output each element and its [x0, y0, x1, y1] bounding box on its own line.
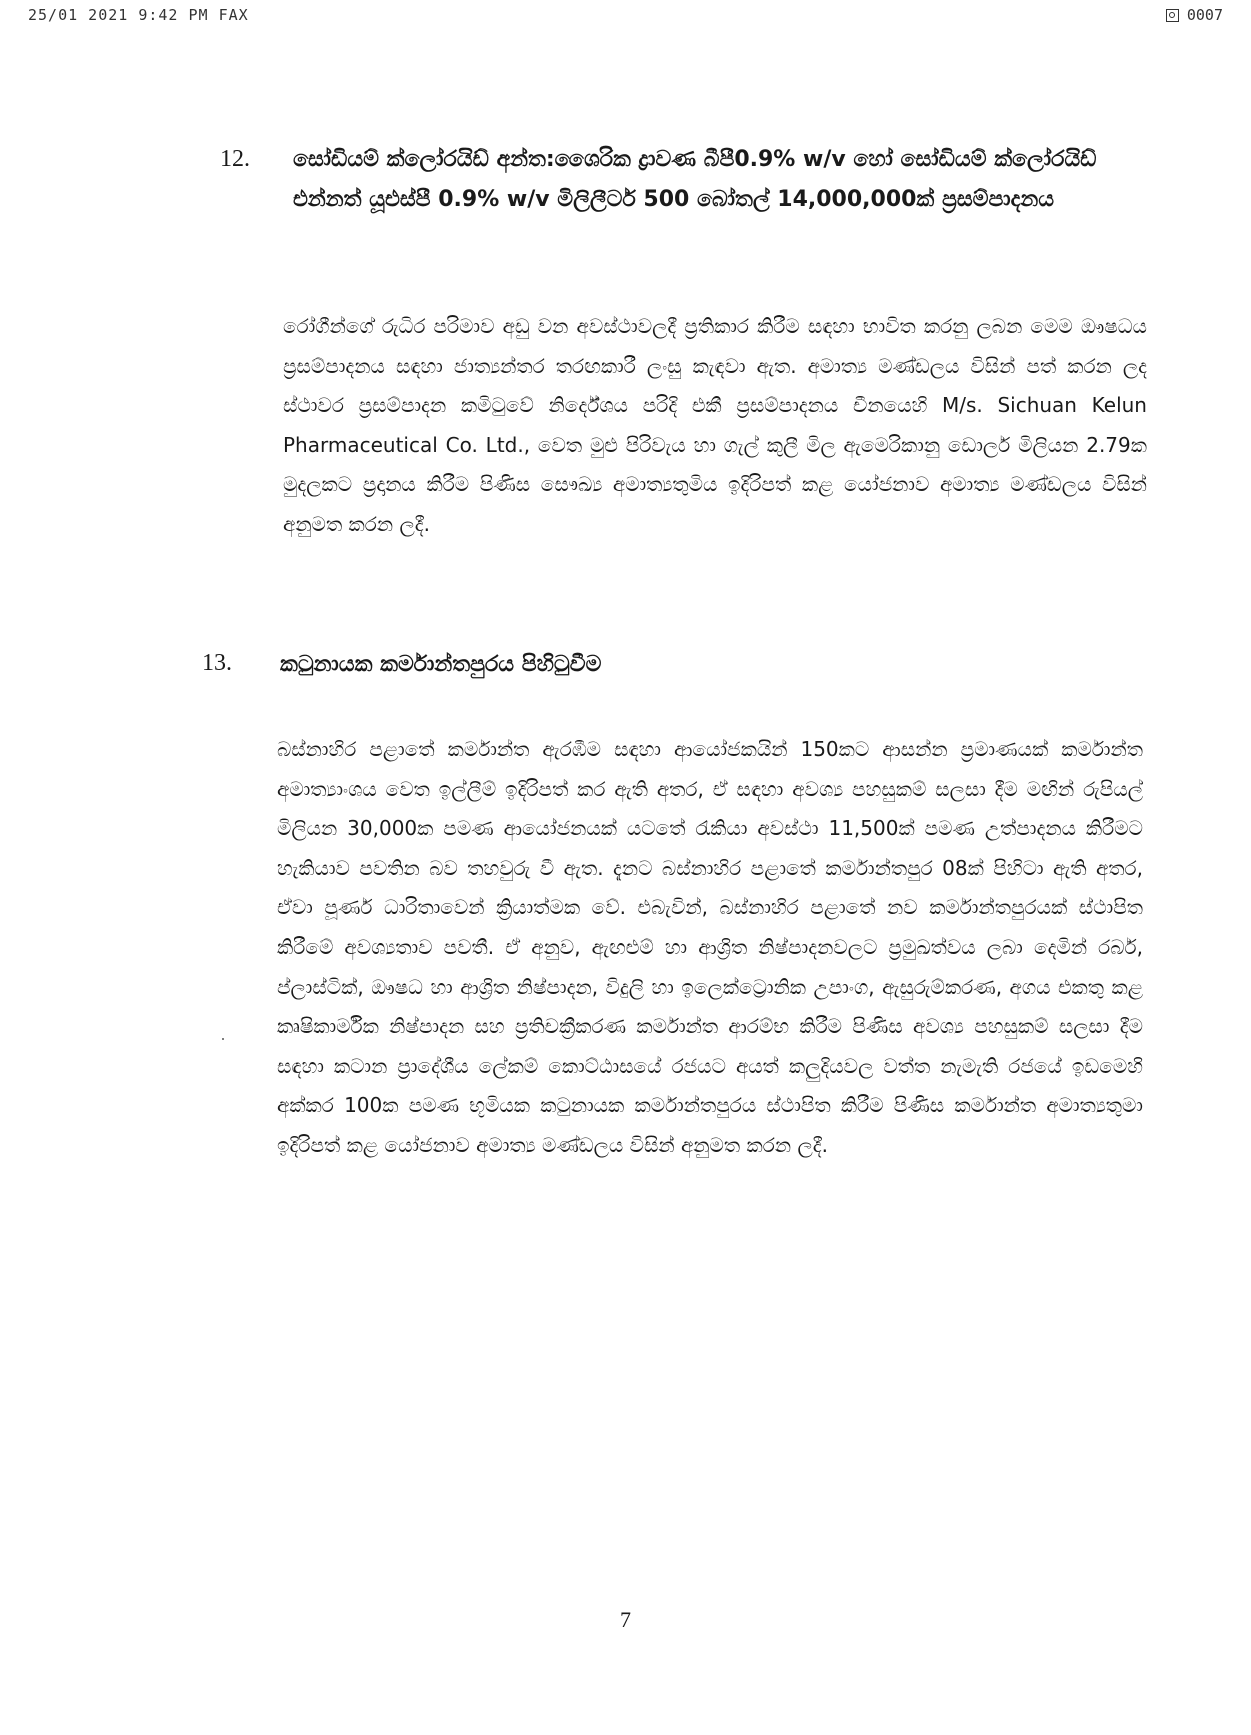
- fax-page-code: 0007: [1186, 6, 1223, 24]
- section-number: 12.: [220, 146, 250, 172]
- fax-header: [28, 6, 1223, 30]
- section-number: 13.: [202, 650, 232, 676]
- scan-speck: [222, 1038, 224, 1040]
- section-heading: කටුනායක කර්මාන්තපුරය පිහිටුවීම: [280, 652, 602, 677]
- fax-timestamp: 25/01 2021 9:42 PM FAX: [28, 6, 249, 24]
- section-heading: සෝඩියම් ක්ලෝරයිඩ් අන්ත:ශෛරික ද්‍රාවණ බීපී0.9% w/v හෝ සෝඩියම් ක්ලෝරයිඩ් එන්නත් යූඑස්පී 0.9% w/v මිලිලීටර් 500 බෝතල් 14,000,000ක් ප්‍රසම්පාදනය: [293, 147, 1097, 212]
- fax-page-code-group: [1166, 6, 1223, 24]
- page-number: 7: [620, 1607, 631, 1632]
- fax-box-icon: [1166, 9, 1179, 22]
- section-body: බස්නාහිර පළාතේ කර්මාන්ත ඇරඹීම සඳහා ආයෝජකයින් 150කට ආසන්න ප්‍රමාණයක් කර්මාන්ත අමාත්‍යාංශය වෙත ඉල්ලීම් ඉදිරිපත් කර ඇති අතර, ඒ සඳහා අවශ්‍ය පහසුකම් සලසා දීම මඟින් රුපියල් මිලියන 30,000ක පමණ ආයෝජනයක් යටතේ රැකියා අවස්ථා 11,500ක් පමණ උත්පාදනය කිරීමට හැකියාව පවතින බව තහවුරු වී ඇත. දැනට බස්නාහිර පළාතේ කර්මාන්තපුර 08ක් පිහිටා ඇති අතර, ඒවා පූර්ණ ධාරිතාවෙන් ක්‍රියාත්මක වේ. එබැවින්, බස්නාහිර පළාතේ නව කර්මාන්තපුරයක් ස්ථාපිත කිරීමේ අවශ්‍යතාව පවතී. ඒ අනුව, ඇඟළුම් හා ආශ්‍රිත නිෂ්පාදනවලට ප්‍රමුඛත්වය ලබා දෙමින් රබර්, ප්ලාස්ටික්, ඖෂධ හා ආශ්‍රිත නිෂ්පාදන, විදුලි හා ඉලෙක්ට්‍රොනික උපාංග, ඇසුරුම්කරණ, අගය එකතු කළ කෘෂිකාර්මික නිෂ්පාදන සහ ප්‍රතිචක්‍රීකරණ කර්මාන්ත ආරම්භ කිරීම පිණිස අවශ්‍ය පහසුකම් සලසා දීම සඳහා කටාන ප්‍රාදේශීය ලේකම් කොට්ඨාසයේ රජයට අයත් කලුදියවල වත්ත නැමැති රජයේ ඉඩමෙහි අක්කර 100ක පමණ භූමියක කටුනායක කර්මාන්තපුරය ස්ථාපිත කිරීම පිණිස කර්මාන්ත අමාත්‍යතුමා ඉදිරිපත් කළ යෝජනාව අමාත්‍ය මණ්ඩලය විසින් අනුමත කරන ලදී.: [277, 737, 1143, 1157]
- section-body: රෝගීන්ගේ රුධිර පරිමාව අඩු වන අවස්ථාවලදී ප්‍රතිකාර කිරීම සඳහා භාවිත කරනු ලබන මෙම ඖෂධය ප්‍රසම්පාදනය සඳහා ජාත්‍යන්තර තරඟකාරී ලංසු කැඳවා ඇත. අමාත්‍ය මණ්ඩලය විසින් පත් කරන ලද ස්ථාවර ප්‍රසම්පාදන කමිටුවේ නිර්දේශය පරිදි එකී ප්‍රසම්පාදනය චීනයෙහි M/s. Sichuan Kelun Pharmaceutical Co. Ltd., වෙත මුළු පිරිවැය හා ගැල් කුලී මිල ඇමෙරිකානු ඩොලර් මිලියන 2.79ක මුදලකට ප්‍රදානය කිරීම පිණිස සෞඛ්‍ය අමාත්‍යතුමිය ඉදිරිපත් කළ යෝජනාව අමාත්‍ය මණ්ඩලය විසින් අනුමත කරන ලදී.: [283, 314, 1147, 536]
